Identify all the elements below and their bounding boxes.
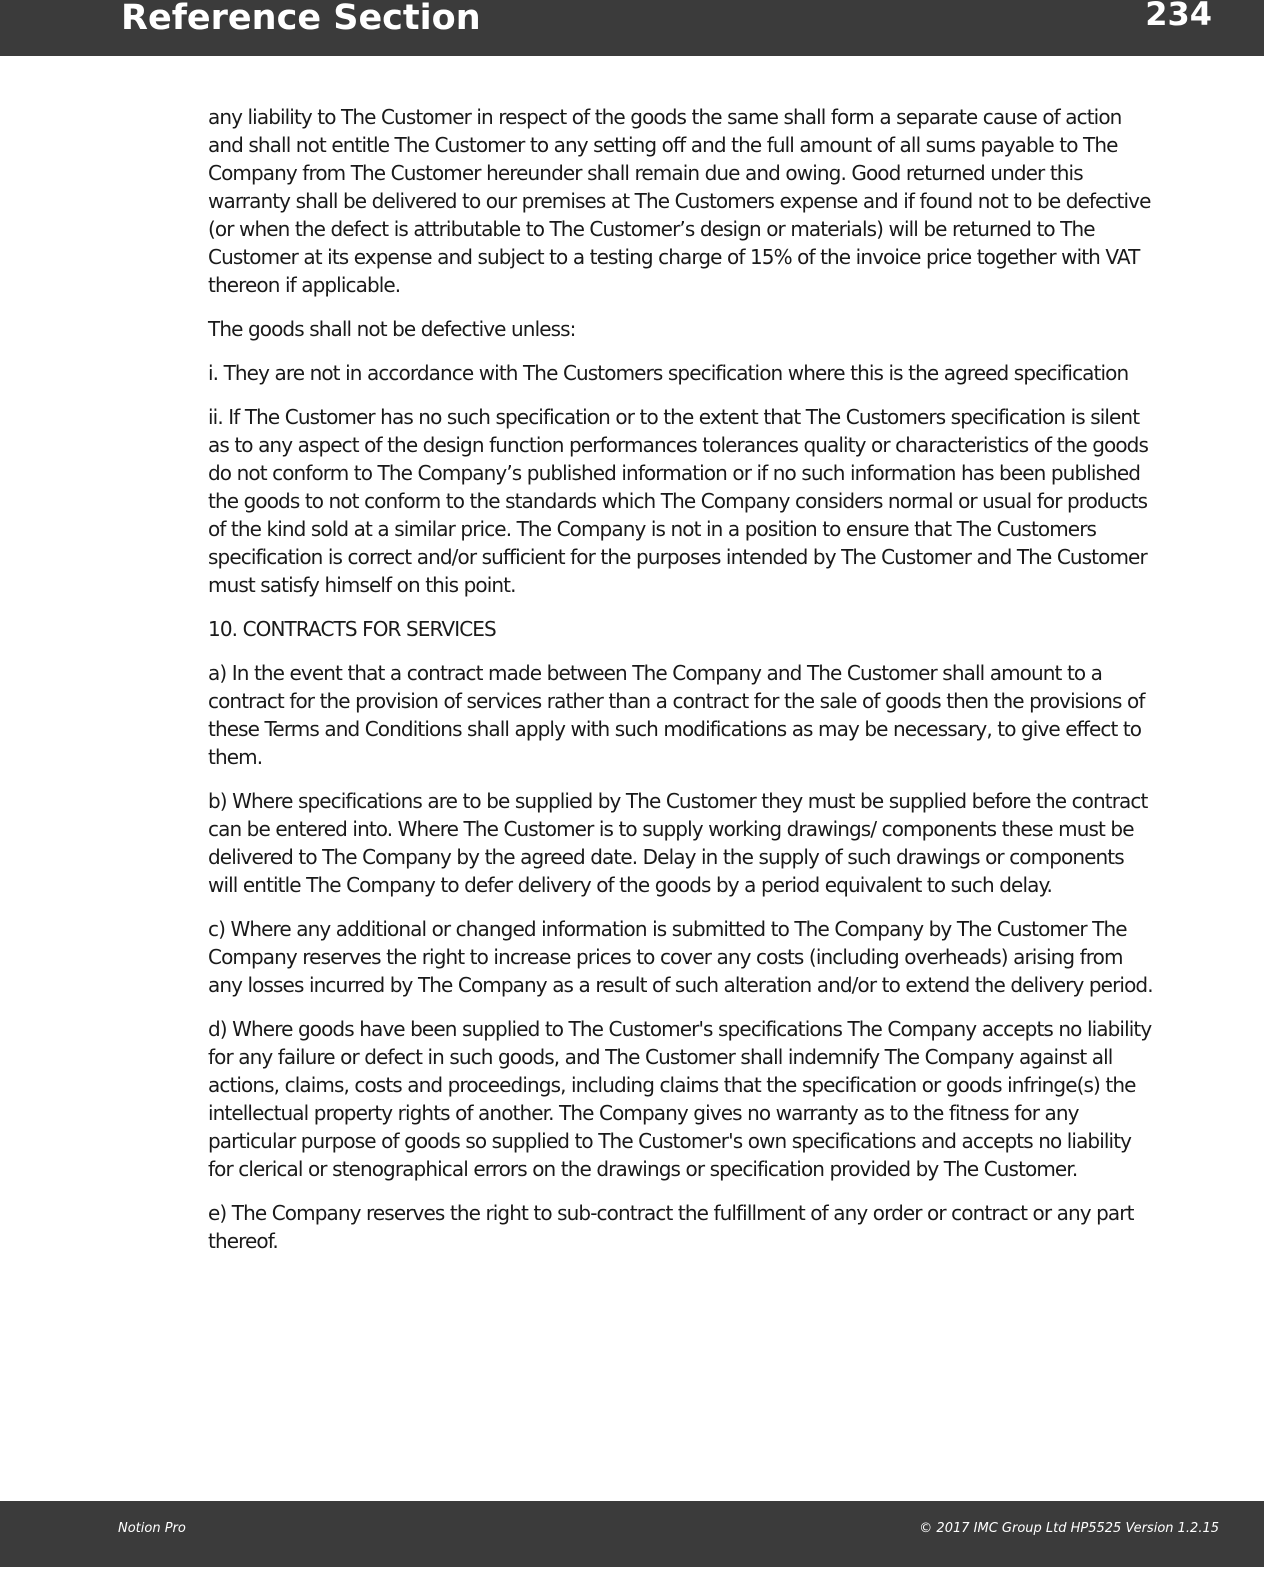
paragraph-condition-i: i. They are not in accordance with The Customers specification where this is the agreed specification xyxy=(208,361,1129,385)
paragraph-clause-b: b) Where specifications are to be supplied by The Customer they must be supplied before the contract can be entered into. Where The Customer is to supply working drawings/ components these must be delivered to The Company by the agreed date. Delay in the supply of such drawings or components will entitle The Company to defer delivery of the goods by a period equivalent to such delay. xyxy=(208,789,1148,897)
page-footer xyxy=(0,1501,1264,1567)
footer-copyright: © 2017 IMC Group Ltd HP5525 Version 1.2.15 xyxy=(919,1521,1219,1536)
page-header xyxy=(0,0,1264,56)
page-number: 234 xyxy=(1145,0,1212,33)
paragraph-clause-e: e) The Company reserves the right to sub-contract the fulfillment of any order or contract or any part thereof. xyxy=(208,1201,1134,1253)
document-body xyxy=(208,103,1153,1271)
paragraph-condition-ii: ii. If The Customer has no such specification or to the extent that The Customers specification is silent as to any aspect of the design function performances tolerances quality or characteristics of the goods do not conform to The Company’s published information or if no such information has been published the goods to not conform to the standards which The Company considers normal or usual for products of the kind sold at a similar price. The Company is not in a position to ensure that The Customers specification is correct and/or sufficient for the purposes intended by The Customer and The Customer must satisfy himself on this point. xyxy=(208,405,1148,597)
footer-product-name: Notion Pro xyxy=(118,1521,186,1536)
paragraph-warranty-liability: any liability to The Customer in respect of the goods the same shall form a separate cause of action and shall not entitle The Customer to any setting off and the full amount of all sums payable to The Company from The Customer hereunder shall remain due and owing. Good returned under this warranty shall be delivered to our premises at The Customers expense and if found not to be defective (or when the defect is attributable to The Customer’s design or materials) will be returned to The Customer at its expense and subject to a testing charge of 15% of the invoice price together with VAT thereon if applicable. xyxy=(208,105,1151,297)
paragraph-clause-a: a) In the event that a contract made between The Company and The Customer shall amount to a contract for the provision of services rather than a contract for the sale of goods then the provisions of these Terms and Conditions shall apply with such modifications as may be necessary, to give effect to them. xyxy=(208,661,1145,769)
section-title: Reference Section xyxy=(121,0,481,38)
paragraph-clause-c: c) Where any additional or changed information is submitted to The Company by The Customer The Company reserves the right to increase prices to cover any costs (including overheads) arising from any losses incurred by The Company as a result of such alteration and/or to extend the delivery period. xyxy=(208,917,1153,997)
paragraph-clause-d: d) Where goods have been supplied to The Customer's specifications The Company accepts no liability for any failure or defect in such goods, and The Customer shall indemnify The Company against all actions, claims, costs and proceedings, including claims that the specification or goods infringe(s) the intellectual property rights of another. The Company gives no warranty as to the fitness for any particular purpose of goods so supplied to The Customer's own specifications and accepts no liability for clerical or stenographical errors on the drawings or specification provided by The Customer. xyxy=(208,1017,1152,1181)
section-heading-contracts-for-services: 10. CONTRACTS FOR SERVICES xyxy=(208,617,496,641)
paragraph-defect-conditions-intro: The goods shall not be defective unless: xyxy=(208,317,576,341)
